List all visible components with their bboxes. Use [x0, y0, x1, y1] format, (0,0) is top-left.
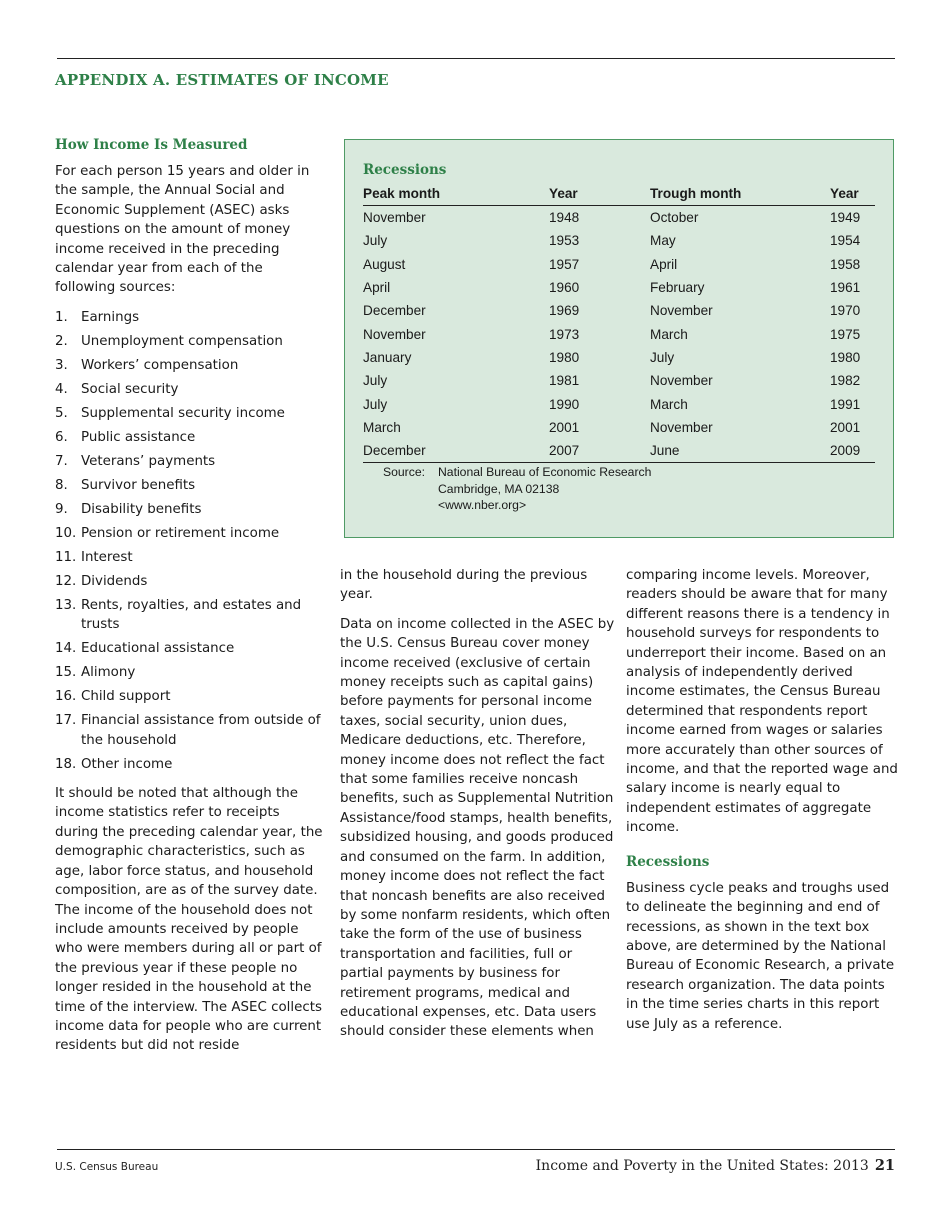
peak-year-cell: 1990	[549, 396, 580, 412]
table-row	[363, 229, 875, 252]
list-item: 4. Social security	[55, 381, 179, 397]
peak-year-cell: 1953	[549, 233, 580, 249]
continuation-paragraph: in the household during the previous year.	[340, 568, 588, 603]
peak-year-cell: 1969	[549, 303, 580, 319]
trough-month-cell: April	[650, 256, 678, 272]
peak-year-cell: 1981	[549, 373, 580, 389]
table-row	[363, 439, 875, 463]
list-item: 14. Educational assistance	[55, 641, 235, 657]
recessions-text-box	[344, 139, 894, 538]
peak-month-cell: January	[363, 349, 412, 365]
income-sources-list	[55, 308, 325, 774]
table-row	[363, 346, 875, 369]
trough-month-cell: June	[650, 439, 830, 463]
trough-month-cell: May	[650, 233, 676, 249]
column-2	[340, 566, 615, 1052]
page-number: 21	[874, 1157, 895, 1174]
list-item: 10. Pension or retirement income	[55, 525, 280, 541]
table-row	[363, 276, 875, 299]
table-row	[363, 253, 875, 276]
trough-month-cell: March	[650, 396, 688, 412]
section-heading-how-income-measured: How Income Is Measured	[55, 137, 248, 153]
trough-month-cell: October	[650, 210, 699, 226]
trough-month-cell: November	[650, 373, 713, 389]
peak-month-cell: November	[363, 326, 426, 342]
source-url: <www.nber.org>	[438, 498, 527, 512]
trough-year-cell: 1980	[830, 349, 861, 365]
column-3	[626, 566, 898, 1044]
recessions-table	[363, 182, 875, 463]
peak-month-cell: July	[363, 373, 388, 389]
list-item: 16. Child support	[55, 689, 171, 705]
money-income-paragraph: Data on income collected in the ASEC by the U.S. Census Bureau cover money income received (exclusive of certain money receipts such as capital gains) before payments for personal income taxes, social security, union dues, Medicare deductions, etc. Therefore, money income does not reflect the fact that some families receive noncash benefits, such as Supplemental Nutrition Assistance/food stamps, health benefits, subsidized housing, and goods produced and consumed on the farm. In addition, money income does not reflect the fact that noncash benefits are also received by some nonfarm residents, which often take the form of the use of business transportation and facilities, full or partial payments by business for retirement programs, medical and educational expenses, etc. Data users should consider these elements when	[340, 616, 615, 1040]
trough-year-cell: 1975	[830, 326, 861, 342]
peak-month-cell: November	[363, 210, 426, 226]
table-row	[363, 299, 875, 322]
trough-year-cell: 1949	[830, 210, 861, 226]
peak-year-cell: 2007	[549, 439, 650, 463]
list-item: 12. Dividends	[55, 573, 148, 589]
peak-year-cell: 1960	[549, 280, 580, 296]
trough-month-cell: November	[650, 303, 713, 319]
intro-paragraph: For each person 15 years and older in the sample, the Annual Social and Economic Supplement (ASEC) asks questions on the amount of money income received in the preceding calendar year from each of the following sources:	[55, 164, 310, 296]
trough-year-cell: 1954	[830, 233, 861, 249]
list-item: 15. Alimony	[55, 665, 136, 681]
table-row	[363, 392, 875, 415]
table-row	[363, 369, 875, 392]
trough-year-cell: 1970	[830, 303, 861, 319]
peak-month-cell: July	[363, 233, 388, 249]
trough-year-cell: 2009	[830, 439, 875, 463]
peak-month-cell: December	[363, 439, 549, 463]
column-1	[55, 137, 325, 1066]
recessions-paragraph: Business cycle peaks and troughs used to delineate the beginning and end of recessions, as shown in the text box above, are determined by the National Bureau of Economic Research, a private research organization. The data points in the time series charts in this report use July as a reference.	[626, 880, 895, 1032]
peak-year-cell: 1957	[549, 256, 580, 272]
list-item: 3. Workers’ compensation	[55, 357, 239, 373]
peak-month-cell: July	[363, 396, 388, 412]
underreport-paragraph: comparing income levels. Moreover, readers should be aware that for many different reasons there is a tendency in household surveys for respondents to underreport their income. Based on an analysis of independently derived income estimates, the Census Bureau determined that respondents report income earned from wages or salaries more accurately than other sources of income, and that the reported wage and salary income is nearly equal to independent estimates of aggregate income.	[626, 568, 898, 836]
trough-year-cell: 1961	[830, 280, 861, 296]
trough-month-cell: November	[650, 419, 713, 435]
appendix-title: APPENDIX A. ESTIMATES OF INCOME	[55, 71, 389, 89]
peak-year-cell: 1973	[549, 326, 580, 342]
table-row	[363, 416, 875, 439]
section-heading-recessions: Recessions	[626, 853, 710, 870]
source-label: Source:	[383, 465, 426, 479]
list-item: 18. Other income	[55, 756, 173, 772]
trough-month-cell: February	[650, 280, 705, 296]
trough-year-cell: 1958	[830, 256, 861, 272]
peak-year-cell: 1948	[549, 210, 580, 226]
table-row	[363, 322, 875, 345]
table-row	[363, 206, 875, 230]
list-item: 13. Rents, royalties, and estates and trusts	[55, 597, 302, 633]
residency-paragraph: It should be noted that although the income statistics refer to receipts during the preceding calendar year, the demographic characteristics, such as age, labor force status, and household composition, are as of the survey date. The income of the household does not include amounts received by people who were members during all or part of the previous year if these people no longer resided in the household at the time of the interview. The ASEC collects income data for people who are current residents but did not reside	[55, 786, 323, 1054]
source-line: Cambridge, MA 02138	[438, 481, 560, 496]
peak-month-cell: March	[363, 419, 401, 435]
list-item: 17. Financial assistance from outside of the household	[55, 713, 321, 748]
footer-rule	[57, 1149, 895, 1150]
source-line: National Bureau of Economic Research	[438, 465, 652, 479]
list-item: 11. Interest	[55, 549, 133, 565]
list-item: 1. Earnings	[55, 309, 140, 325]
trough-year-cell: 1991	[830, 396, 861, 412]
header-peak-year: Year	[549, 182, 650, 206]
footer-report-title	[536, 1157, 895, 1174]
list-item: 6. Public assistance	[55, 429, 196, 445]
header-peak-month: Peak month	[363, 182, 549, 206]
peak-year-cell: 2001	[549, 419, 580, 435]
list-item: 9. Disability benefits	[55, 501, 202, 517]
trough-month-cell: July	[650, 349, 675, 365]
peak-month-cell: December	[363, 303, 426, 319]
top-rule	[57, 58, 895, 59]
header-trough-month: Trough month	[650, 182, 830, 206]
recessions-box-title: Recessions	[363, 162, 447, 178]
peak-month-cell: August	[363, 256, 406, 272]
list-item: 2. Unemployment compensation	[55, 333, 283, 349]
list-item: 7. Veterans’ payments	[55, 453, 216, 469]
table-header-row	[363, 182, 875, 206]
recessions-table-body	[363, 206, 875, 463]
header-trough-year: Year	[830, 182, 875, 206]
list-item: 8. Survivor benefits	[55, 477, 196, 493]
list-item: 5. Supplemental security income	[55, 405, 285, 421]
footer-title-text: Income and Poverty in the United States: 2013	[535, 1158, 869, 1174]
footer-agency: U.S. Census Bureau	[55, 1161, 159, 1173]
peak-year-cell: 1980	[549, 349, 580, 365]
trough-year-cell: 2001	[830, 419, 861, 435]
peak-month-cell: April	[363, 280, 391, 296]
trough-year-cell: 1982	[830, 373, 861, 389]
trough-month-cell: March	[650, 326, 688, 342]
